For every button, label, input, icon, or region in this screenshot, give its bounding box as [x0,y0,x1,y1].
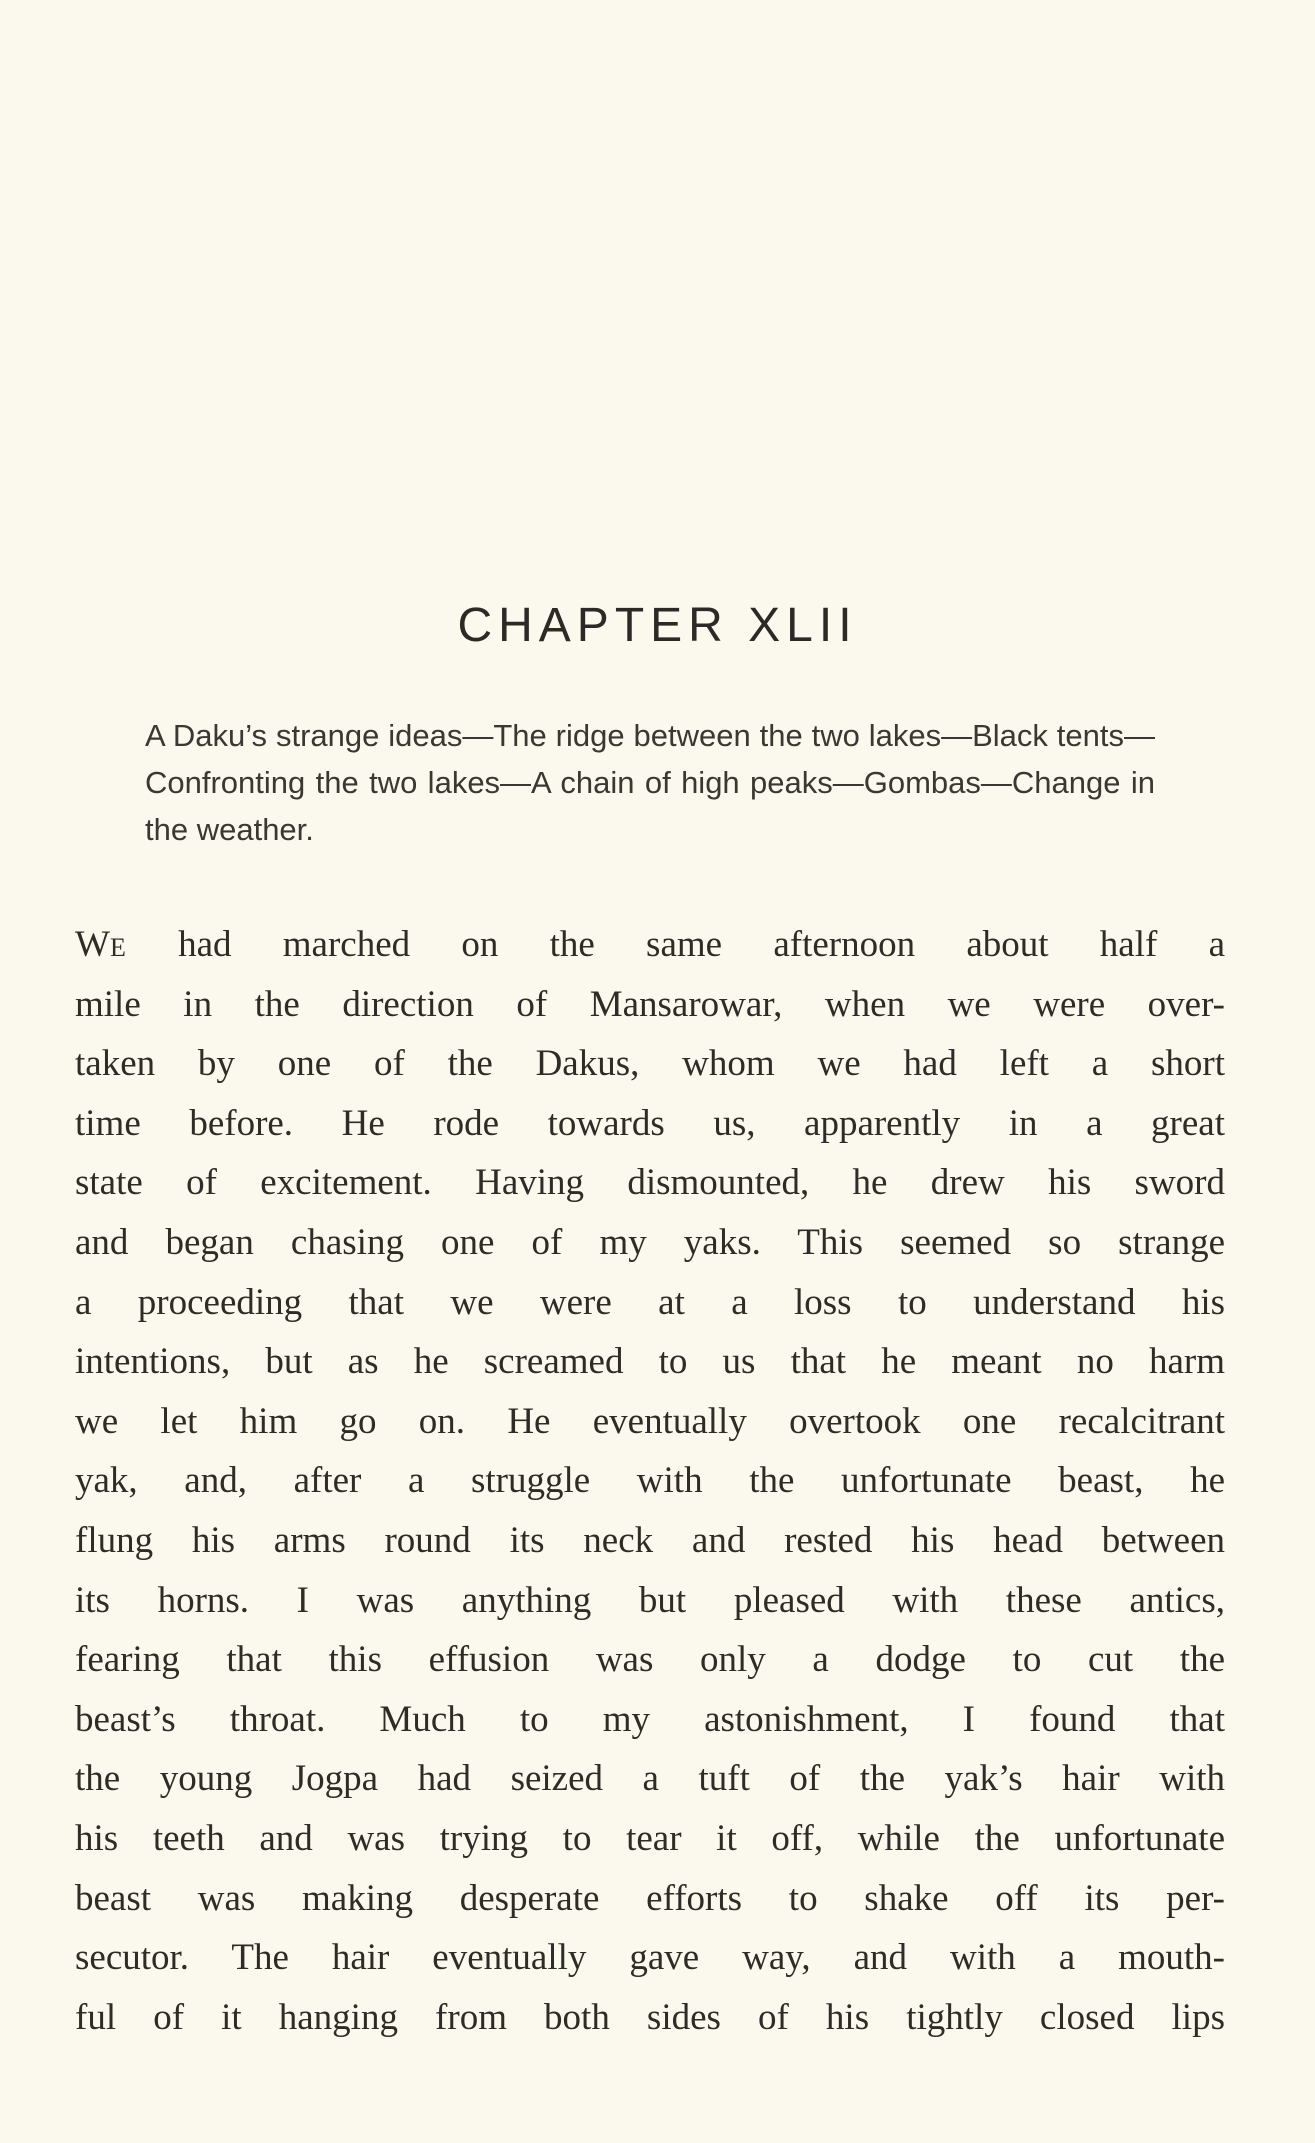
line-text: had marched on the same afternoon about half a [126,924,1225,965]
line-text: his teeth and was trying to tear it off, while the unfortunate [75,1817,1225,1859]
body-line [75,1392,1225,1452]
small-caps-rest: E [109,933,127,962]
line-text: fearing that this effusion was only a dodge to cut the [75,1639,1225,1681]
line-text: intentions, but as he screamed to us that he meant no harm [75,1341,1225,1383]
line-text: state of excitement. Having dismounted, he drew his sword [75,1162,1225,1204]
line-text: and began chasing one of my yaks. This seemed so strange [75,1221,1225,1263]
body-line [75,1451,1225,1511]
body-line [75,1153,1225,1213]
body-line [75,915,1225,975]
body-line [75,1511,1225,1571]
body-line [75,1749,1225,1809]
line-text: beast was making desperate efforts to shake off its per- [75,1877,1225,1919]
body-line [75,1332,1225,1392]
line-text: a proceeding that we were at a loss to understand his [75,1281,1225,1323]
body-line [75,1213,1225,1273]
body-line [75,1630,1225,1690]
body-line [75,1034,1225,1094]
body-line [75,975,1225,1035]
drop-initial: W [75,924,110,965]
line-text: time before. He rode towards us, apparently in a great [75,1102,1225,1144]
body-line [75,1809,1225,1869]
body-line [75,1571,1225,1631]
line-text: beast’s throat. Much to my astonishment, I found that [75,1698,1225,1740]
line-text: flung his arms round its neck and rested his head between [75,1519,1225,1561]
chapter-synopsis: A Daku’s strange ideas—The ridge between the two lakes—Black tents—Confronting the two lakes—A chain of high peaks—Gombas—Change in the weather. [145,718,1155,847]
body-line [75,1094,1225,1154]
line-text: we let him go on. He eventually overtook one recalcitrant [75,1400,1225,1442]
line-text: taken by one of the Dakus, whom we had left a short [75,1043,1225,1085]
line-text: ful of it hanging from both sides of his tightly closed lips [75,1996,1225,2038]
body-line [75,1869,1225,1929]
line-text: yak, and, after a struggle with the unfortunate beast, he [75,1460,1225,1502]
body-line [75,1273,1225,1333]
chapter-title: CHAPTER XLII [457,599,858,652]
body-text [75,915,1225,2047]
line-text: mile in the direction of Mansarowar, when we were over- [75,983,1225,1025]
body-line [75,1928,1225,1988]
body-line [75,1690,1225,1750]
line-text: secutor. The hair eventually gave way, and with a mouth- [75,1937,1225,1979]
line-text: its horns. I was anything but pleased with these antics, [75,1579,1225,1621]
line-text: the young Jogpa had seized a tuft of the yak’s hair with [75,1758,1225,1800]
body-line [75,1988,1225,2048]
